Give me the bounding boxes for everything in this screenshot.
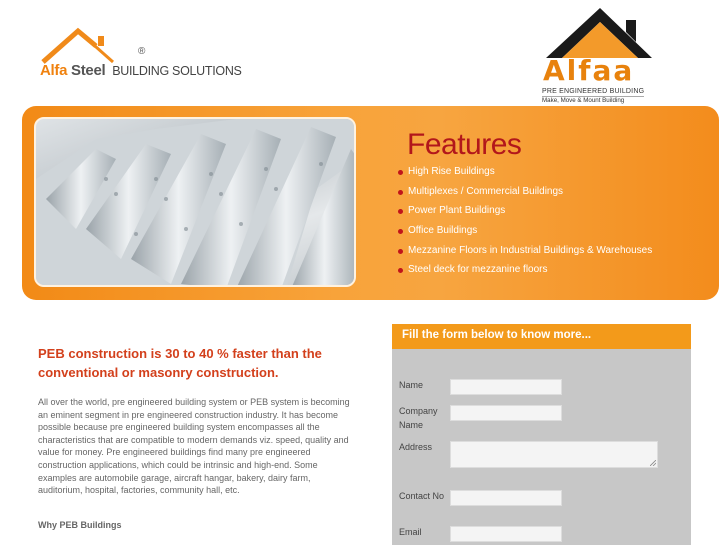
steel-deck-image-icon bbox=[36, 119, 356, 287]
article-subheading: Why PEB Buildings bbox=[38, 520, 122, 530]
alfaa-logo[interactable] bbox=[540, 2, 658, 102]
brand-name-steel: Steel bbox=[71, 62, 106, 79]
name-label: Name bbox=[399, 380, 424, 390]
company-name-input[interactable] bbox=[450, 405, 562, 421]
resize-grip-icon[interactable] bbox=[650, 460, 656, 466]
feature-item: Steel deck for mezzanine floors bbox=[398, 264, 652, 284]
steel-deck-photo bbox=[34, 117, 356, 287]
alfa-steel-logo[interactable] bbox=[38, 22, 268, 82]
features-title: Features bbox=[407, 128, 522, 161]
contact-no-input[interactable] bbox=[450, 490, 562, 506]
brand-wordmark bbox=[40, 62, 242, 79]
email-input[interactable] bbox=[450, 526, 562, 542]
contact-no-label: Contact No bbox=[399, 491, 445, 501]
enquiry-form bbox=[392, 324, 691, 545]
features-list bbox=[398, 166, 652, 284]
name-input[interactable] bbox=[450, 379, 562, 395]
feature-item: Multiplexes / Commercial Buildings bbox=[398, 186, 652, 206]
brand-name-alfa: Alfa bbox=[40, 62, 68, 79]
address-textarea[interactable] bbox=[450, 441, 658, 468]
feature-item: Power Plant Buildings bbox=[398, 205, 652, 225]
alfaa-tagline: Make, Move & Mount Building bbox=[542, 97, 625, 104]
email-label: Email bbox=[399, 527, 422, 537]
alfaa-wordmark: Alfaa bbox=[543, 54, 635, 87]
feature-item: Mezzanine Floors in Industrial Buildings & Warehouses bbox=[398, 245, 652, 265]
feature-item: High Rise Buildings bbox=[398, 166, 652, 186]
alfaa-subtitle: PRE ENGINEERED BUILDING bbox=[542, 88, 645, 95]
address-label: Address bbox=[399, 442, 433, 452]
house-roof-icon bbox=[540, 2, 658, 62]
brand-tagline: BUILDING SOLUTIONS bbox=[112, 64, 242, 78]
feature-item: Office Buildings bbox=[398, 225, 652, 245]
article-body: All over the world, pre engineered building system or PEB system is becoming an eminent segment in pre engineered construction industry. It has become possible because pre engineered building system encompasses all the characteristics that are compatible to modern demands viz. speed, quality and value for money. Pre engineered buildings find many pre engineered construction applications, which could be intrinsic and high-end. Some examples are automobile garage, aircraft hangar, bakery, dairy farm, auditorium, hospital, factories, community hall, etc. bbox=[38, 397, 350, 496]
registered-mark: ® bbox=[138, 46, 146, 57]
article-headline: PEB construction is 30 to 40 % faster than the conventional or masonry construction. bbox=[38, 346, 322, 380]
company-name-label: Company Name bbox=[399, 406, 438, 430]
form-heading: Fill the form below to know more... bbox=[392, 324, 691, 349]
